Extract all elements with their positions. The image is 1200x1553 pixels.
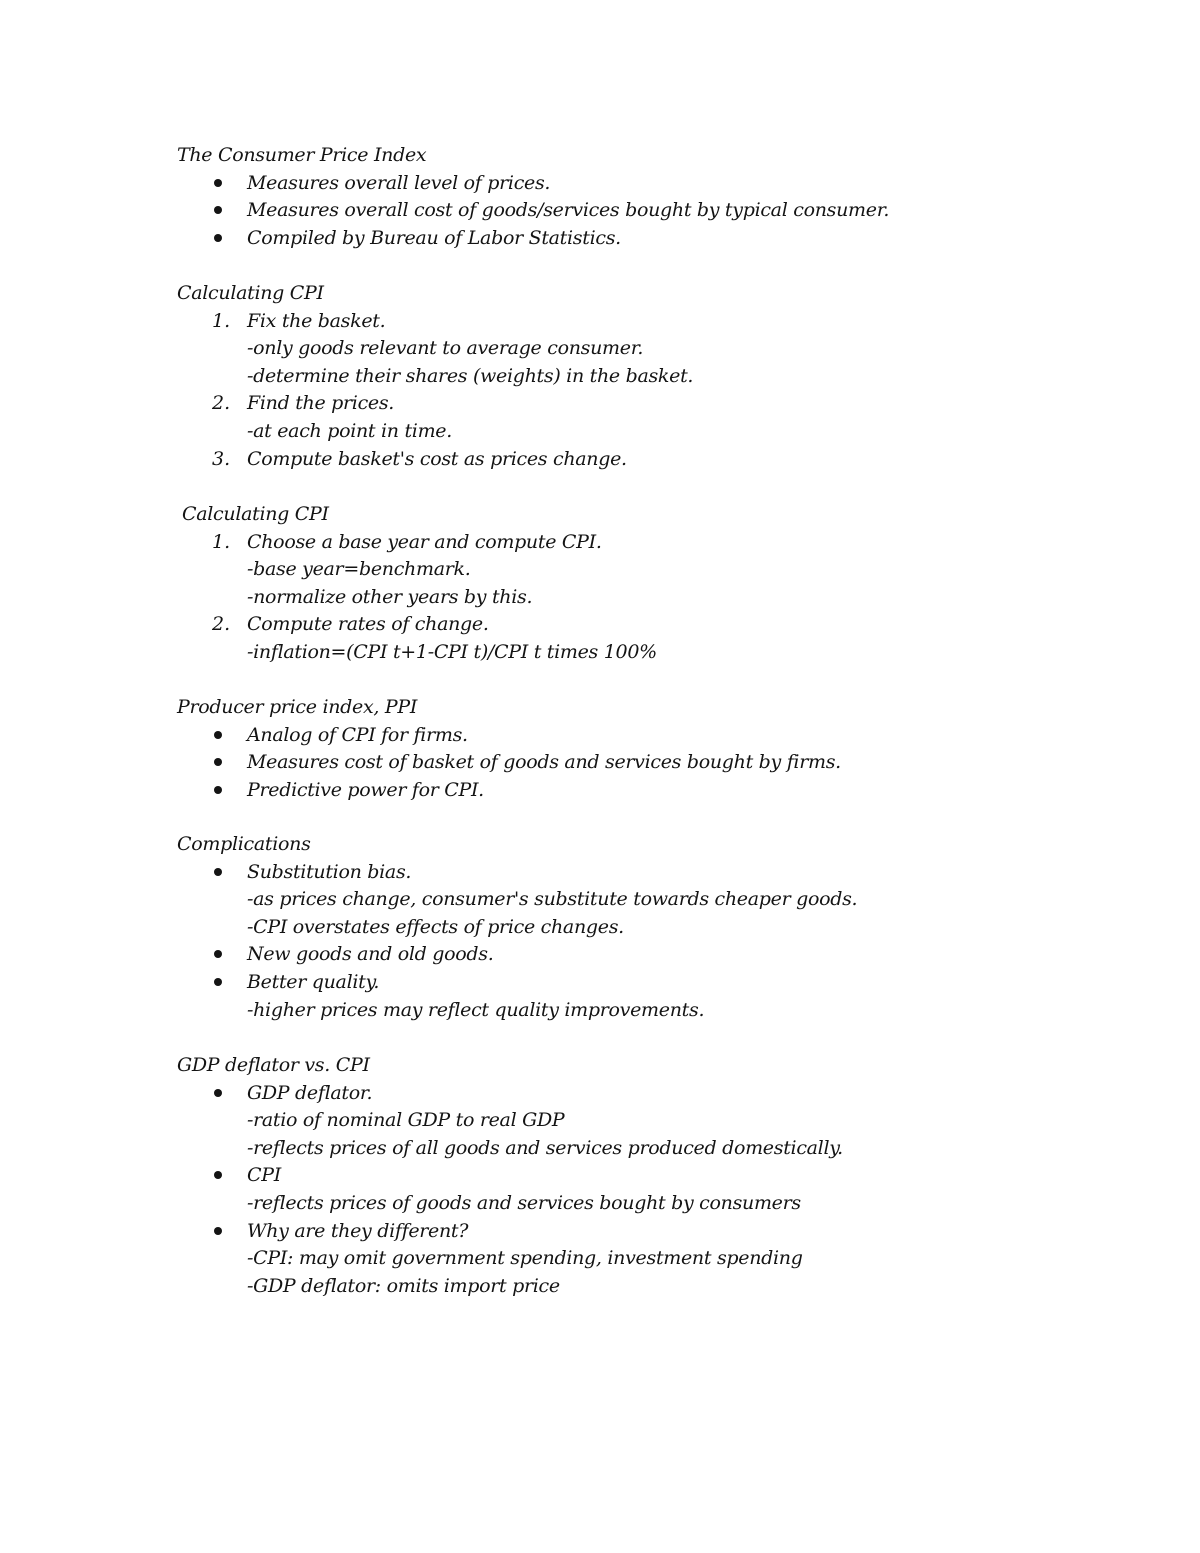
list-item: Compiled by Bureau of Labor Statistics.	[247, 226, 621, 249]
bullet-icon	[214, 1171, 222, 1179]
section-heading: GDP deflator vs. CPI	[177, 1054, 370, 1076]
bullet-icon	[214, 786, 222, 794]
list-number: 2.	[212, 392, 231, 415]
list-item: New goods and old goods.	[247, 943, 494, 966]
section-heading: Calculating CPI	[182, 503, 329, 525]
list-item: Analog of CPI for firms.	[247, 723, 468, 746]
list-item: Better quality.	[247, 971, 380, 993]
section-heading: Producer price index, PPI	[177, 696, 418, 718]
list-item: Measures overall cost of goods/services bought by typical consumer.	[247, 199, 890, 222]
sub-item: -reflects prices of goods and services bought by consumers	[247, 1192, 801, 1214]
sub-item: -inflation=(CPI t+1-CPI t)/CPI t times 100%	[247, 641, 657, 663]
list-number: 3.	[212, 447, 231, 470]
list-item: GDP deflator.	[247, 1081, 373, 1104]
bullet-icon	[214, 234, 222, 242]
list-item: Compute basket's cost as prices change.	[247, 447, 627, 470]
sub-item: -reflects prices of all goods and services produced domestically.	[247, 1136, 843, 1159]
section-heading: Calculating CPI	[177, 282, 324, 304]
bullet-icon	[214, 206, 222, 214]
list-item: Substitution bias.	[247, 860, 412, 883]
bullet-icon	[214, 758, 222, 766]
list-item: Measures cost of basket of goods and services bought by firms.	[247, 751, 841, 774]
section-heading: Complications	[177, 833, 311, 855]
sub-item: -CPI: may omit government spending, investment spending	[247, 1247, 803, 1270]
sub-item: -determine their shares (weights) in the basket.	[247, 364, 694, 387]
list-item: CPI	[247, 1164, 281, 1187]
list-item: Measures overall level of prices.	[247, 171, 551, 194]
list-number: 1.	[212, 309, 231, 332]
bullet-icon	[214, 1227, 222, 1235]
sub-item: -at each point in time.	[247, 420, 452, 442]
list-number: 1.	[212, 530, 231, 553]
bullet-icon	[214, 950, 222, 958]
sub-item: -normalize other years by this.	[247, 585, 533, 608]
bullet-icon	[214, 978, 222, 986]
sub-item: -CPI overstates effects of price changes.	[247, 915, 624, 938]
section-heading: The Consumer Price Index	[177, 144, 427, 166]
sub-item: -base year=benchmark.	[247, 558, 471, 581]
list-number: 2.	[212, 613, 231, 636]
list-item: Compute rates of change.	[247, 613, 489, 636]
list-item: Choose a base year and compute CPI.	[247, 530, 602, 553]
bullet-icon	[214, 868, 222, 876]
sub-item: -as prices change, consumer's substitute towards cheaper goods.	[247, 888, 858, 911]
sub-item: -GDP deflator: omits import price	[247, 1274, 560, 1297]
sub-item: -ratio of nominal GDP to real GDP	[247, 1109, 565, 1132]
sub-item: -higher prices may reflect quality improvements.	[247, 998, 705, 1021]
list-item: Fix the basket.	[247, 309, 386, 332]
list-item: Predictive power for CPI.	[247, 778, 484, 801]
list-item: Why are they different?	[247, 1219, 469, 1242]
list-item: Find the prices.	[247, 392, 395, 415]
bullet-icon	[214, 731, 222, 739]
sub-item: -only goods relevant to average consumer.	[247, 337, 644, 360]
bullet-icon	[214, 179, 222, 187]
bullet-icon	[214, 1089, 222, 1097]
